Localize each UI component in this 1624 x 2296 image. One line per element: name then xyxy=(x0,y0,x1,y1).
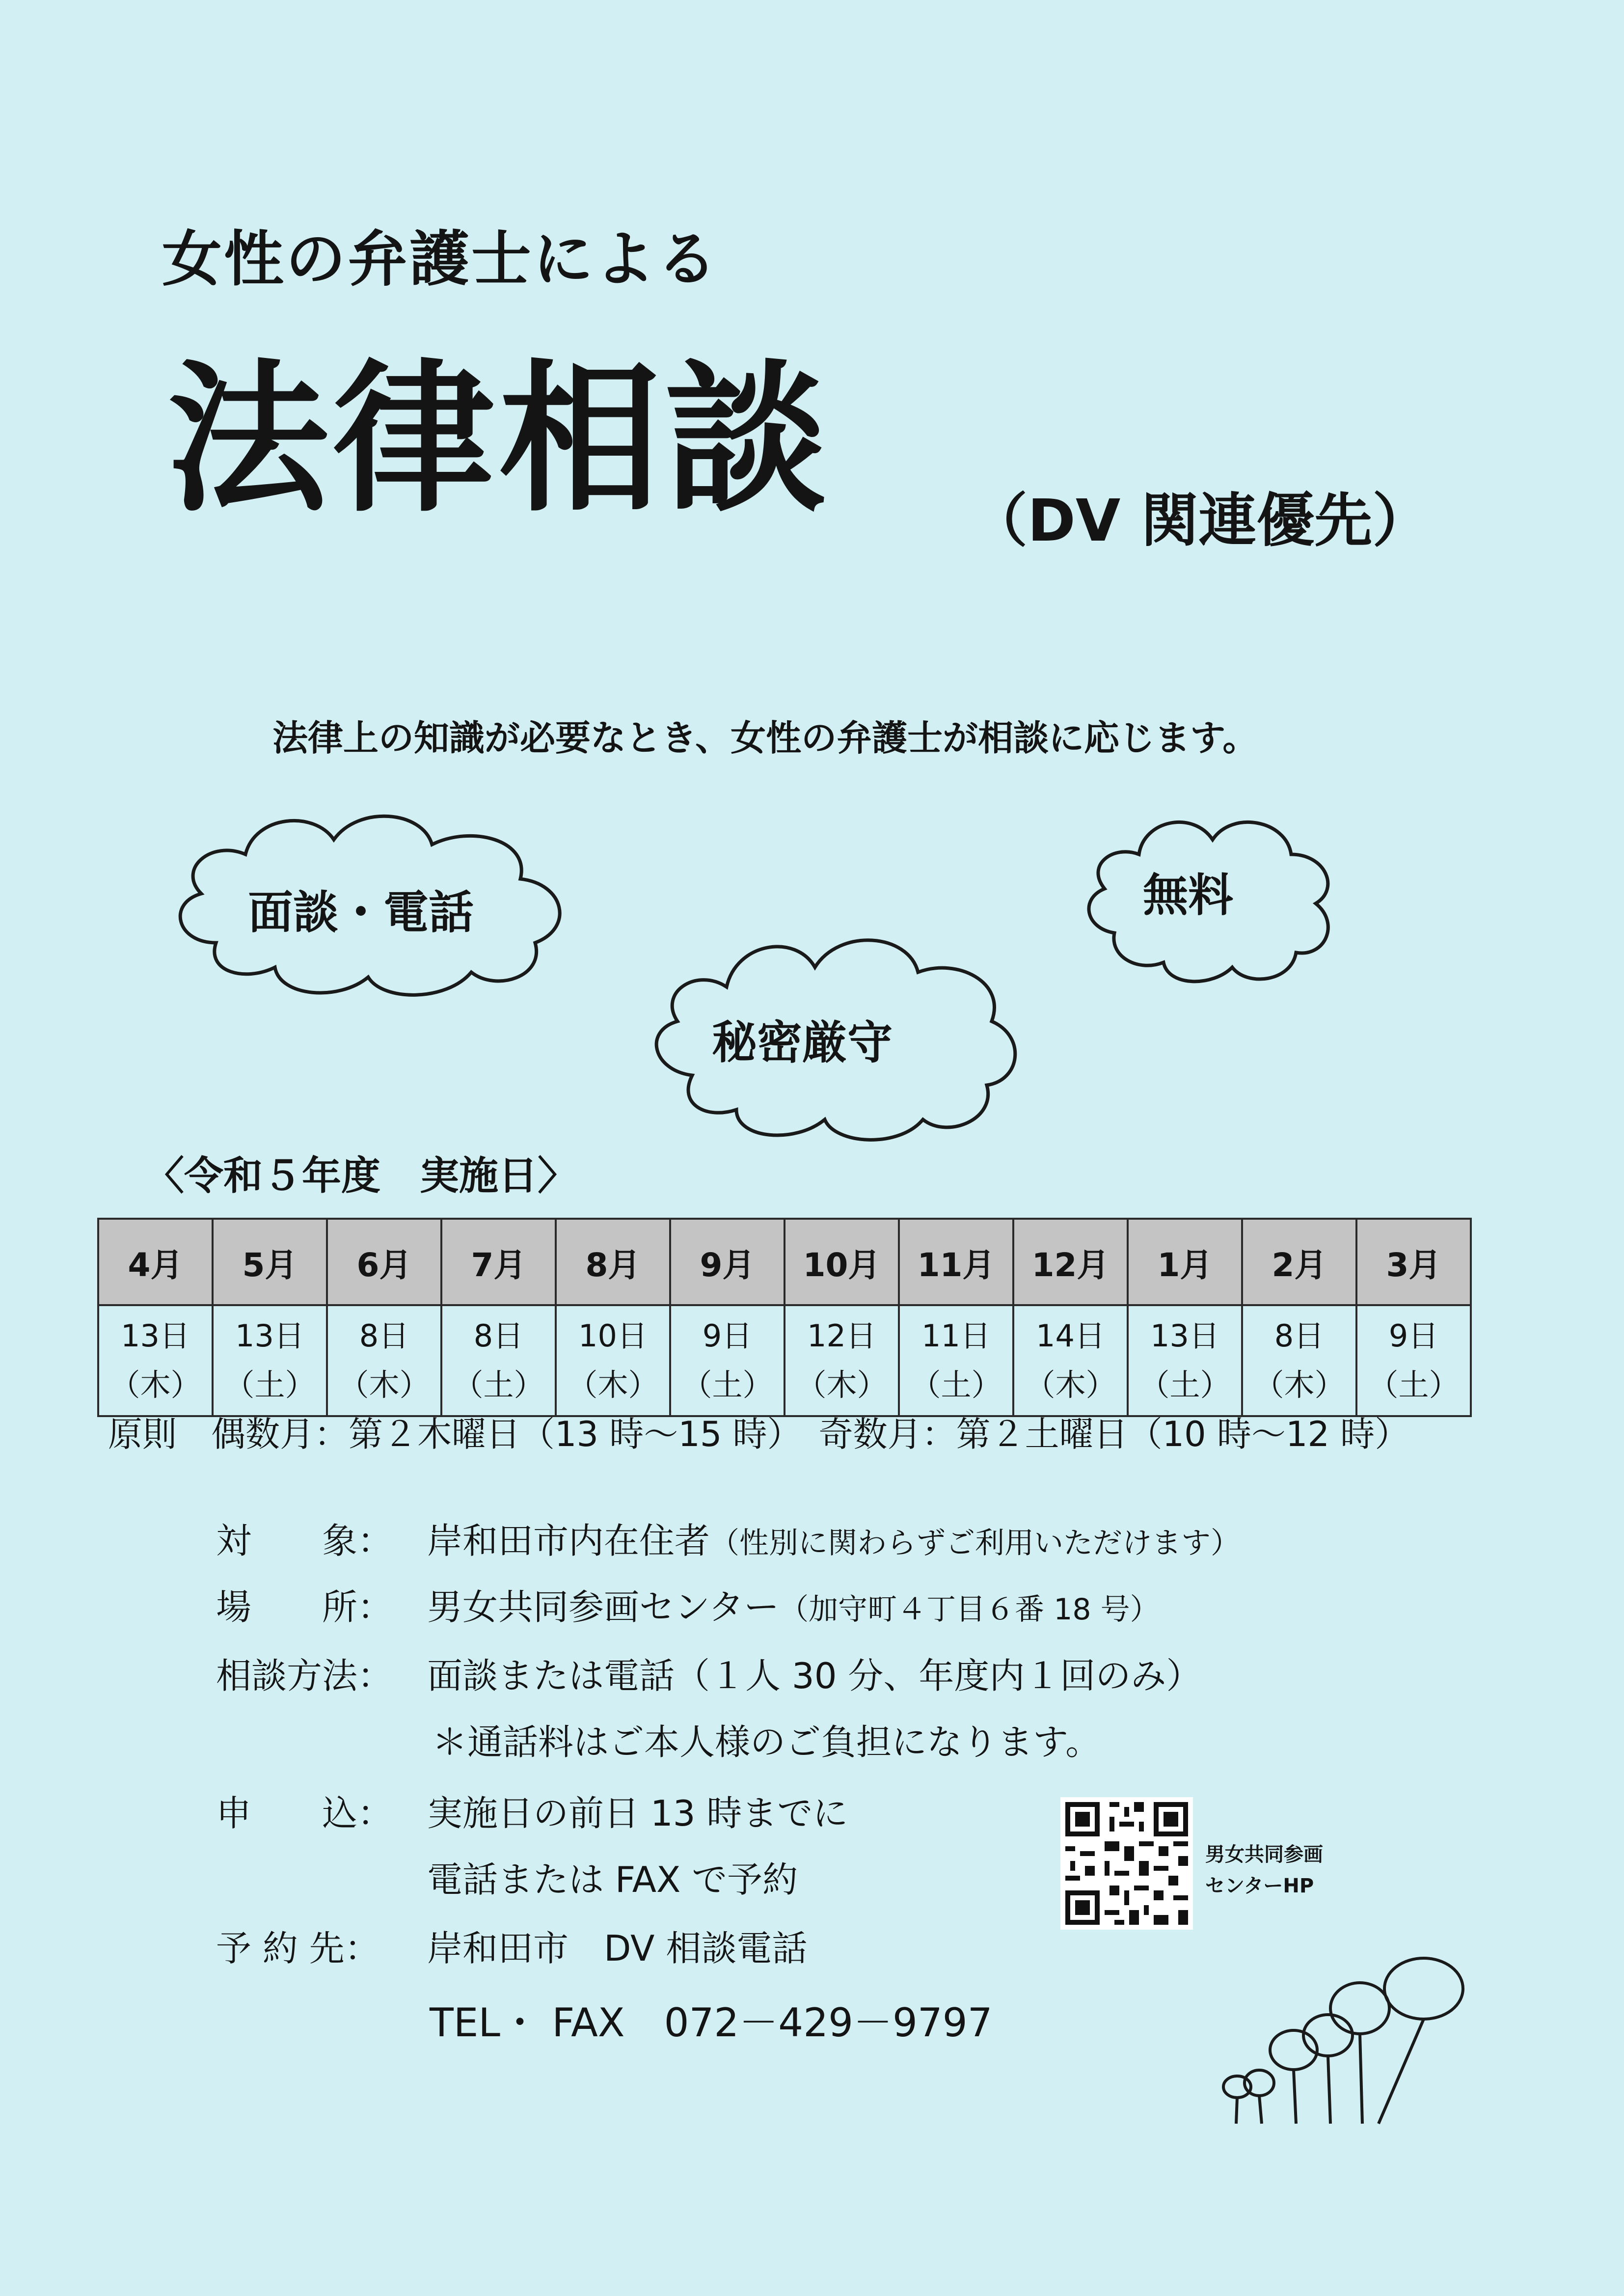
feature-label: 無料 xyxy=(1143,869,1234,922)
weekday-text: （木） xyxy=(109,1367,201,1403)
feature-cloud-interview xyxy=(157,795,589,1002)
method-note: ＊通話料はご本人様のご負担になります。 xyxy=(432,1722,1101,1763)
place-label: 場 所： xyxy=(216,1586,393,1628)
month-cell: 7月 xyxy=(441,1219,556,1305)
qr-caption-line: 男女共同参画 xyxy=(1205,1843,1323,1866)
month-cell: 5月 xyxy=(213,1219,327,1305)
feature-cloud-confidential xyxy=(633,913,1026,1149)
weekday-text: （土） xyxy=(453,1367,544,1403)
day-text: 9日 xyxy=(702,1318,753,1354)
date-cell xyxy=(899,1305,1013,1416)
date-row xyxy=(98,1305,1471,1416)
place-note: （加守町４丁目６番 18 号） xyxy=(779,1592,1160,1627)
month-row xyxy=(98,1219,1471,1305)
contact-value: 岸和田市 DV 相談電話 xyxy=(427,1928,808,1969)
tree-illustration-icon xyxy=(1213,1954,1517,2133)
weekday-text: （土） xyxy=(910,1367,1002,1403)
weekday-text: （木） xyxy=(567,1367,659,1403)
page-title: 法律相談 xyxy=(167,345,831,534)
date-cell xyxy=(327,1305,441,1416)
qr-caption xyxy=(1205,1839,1323,1902)
date-cell xyxy=(1013,1305,1128,1416)
weekday-text: （木） xyxy=(338,1367,430,1403)
qr-caption-line: センターHP xyxy=(1205,1875,1314,1897)
target-text: 岸和田市内在住者 xyxy=(427,1520,710,1561)
day-text: 13日 xyxy=(121,1318,190,1354)
weekday-text: （木） xyxy=(1253,1367,1345,1403)
date-cell xyxy=(213,1305,327,1416)
day-text: 11日 xyxy=(921,1318,991,1354)
day-text: 10日 xyxy=(578,1318,648,1354)
method-label: 相談方法： xyxy=(216,1655,393,1696)
feature-label: 秘密厳守 xyxy=(712,1016,893,1069)
month-cell: 9月 xyxy=(670,1219,785,1305)
target-label: 対 象： xyxy=(216,1520,393,1561)
subtitle: 女性の弁護士による xyxy=(162,224,719,294)
schedule-rule: 原則 偶数月：第２木曜日（13 時～15 時） 奇数月：第２土曜日（10 時～12 時） xyxy=(108,1414,1409,1454)
date-cell xyxy=(1356,1305,1471,1416)
schedule-heading: 〈令和５年度 実施日〉 xyxy=(145,1153,577,1199)
weekday-text: （木） xyxy=(1025,1367,1116,1403)
day-text: 8日 xyxy=(473,1318,524,1354)
weekday-text: （土） xyxy=(681,1367,773,1403)
weekday-text: （木） xyxy=(796,1367,888,1403)
contact-tel: TEL・ FAX 072－429－9797 xyxy=(430,2000,993,2046)
day-text: 8日 xyxy=(1274,1318,1325,1354)
lead-text: 法律上の知識が必要なとき、女性の弁護士が相談に応じます。 xyxy=(272,717,1258,759)
feature-cloud-free xyxy=(1070,800,1345,987)
day-text: 13日 xyxy=(1150,1318,1219,1354)
date-cell xyxy=(1242,1305,1356,1416)
apply-label: 申 込： xyxy=(216,1793,393,1834)
month-cell: 12月 xyxy=(1013,1219,1128,1305)
place-text: 男女共同参画センター xyxy=(427,1586,780,1628)
contact-label: 予 約 先： xyxy=(216,1928,380,1969)
day-text: 13日 xyxy=(235,1318,304,1354)
weekday-text: （土） xyxy=(224,1367,316,1403)
date-cell xyxy=(556,1305,670,1416)
month-cell: 2月 xyxy=(1242,1219,1356,1305)
month-cell: 8月 xyxy=(556,1219,670,1305)
title-note: （DV 関連優先） xyxy=(970,487,1431,554)
day-text: 9日 xyxy=(1388,1318,1439,1354)
month-cell: 6月 xyxy=(327,1219,441,1305)
feature-label: 面談・電話 xyxy=(248,886,474,939)
date-cell xyxy=(98,1305,213,1416)
month-cell: 1月 xyxy=(1128,1219,1242,1305)
day-text: 12日 xyxy=(807,1318,876,1354)
schedule-table xyxy=(97,1218,1472,1417)
month-cell: 4月 xyxy=(98,1219,213,1305)
month-cell: 3月 xyxy=(1356,1219,1471,1305)
target-note: （性別に関わらずご利用いただけます） xyxy=(710,1526,1241,1560)
method-value: 面談または電話（１人 30 分、年度内１回のみ） xyxy=(427,1655,1202,1696)
date-cell xyxy=(785,1305,899,1416)
qr-code-icon[interactable] xyxy=(1060,1797,1193,1930)
date-cell xyxy=(441,1305,556,1416)
month-cell: 10月 xyxy=(785,1219,899,1305)
place-value xyxy=(427,1579,1160,1630)
day-text: 8日 xyxy=(359,1318,409,1354)
weekday-text: （土） xyxy=(1368,1367,1460,1403)
apply-value-2: 電話または FAX で予約 xyxy=(427,1859,798,1900)
date-cell xyxy=(670,1305,785,1416)
weekday-text: （土） xyxy=(1139,1367,1231,1403)
date-cell xyxy=(1128,1305,1242,1416)
day-text: 14日 xyxy=(1036,1318,1105,1354)
month-cell: 11月 xyxy=(899,1219,1013,1305)
target-value xyxy=(427,1512,1240,1563)
apply-value-1: 実施日の前日 13 時までに xyxy=(427,1793,848,1834)
